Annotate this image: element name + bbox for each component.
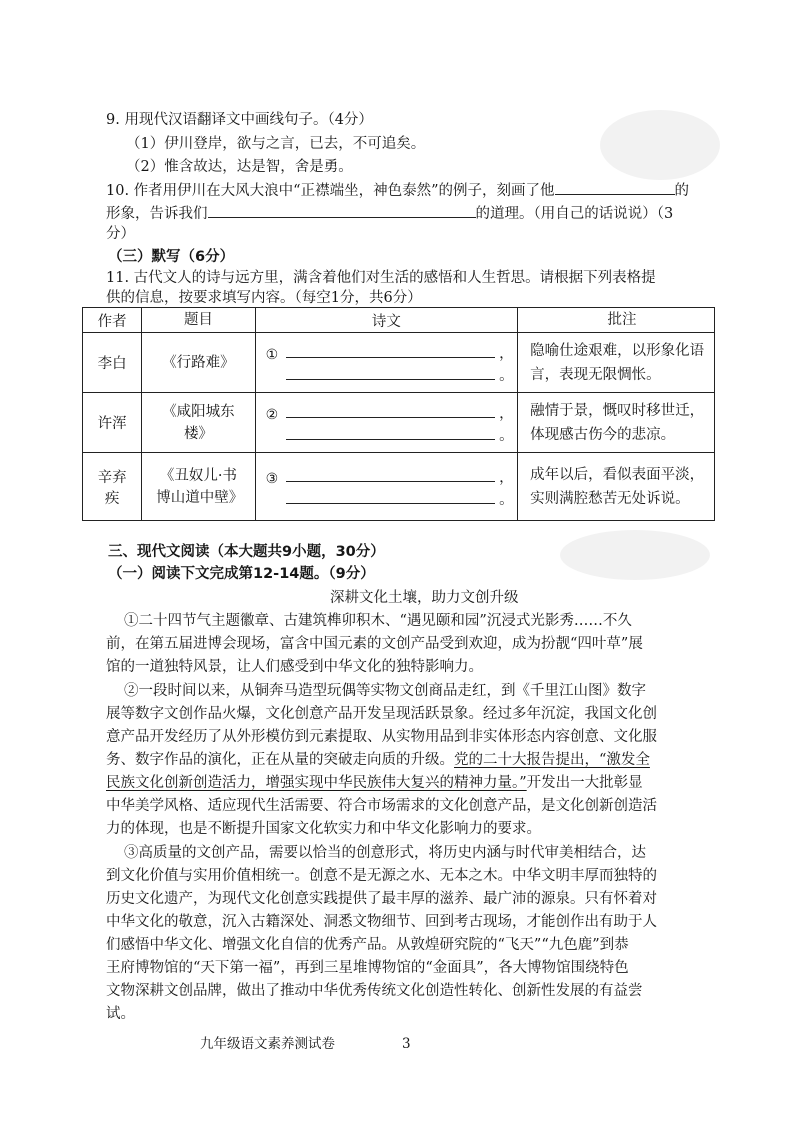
- table-header-row: [83, 308, 715, 333]
- para1-line: 馆的一道独特风景，让人们感受到中华文化的独特影响力。: [106, 659, 483, 675]
- answer-blank[interactable]: [286, 503, 495, 504]
- para3-line: 们感悟中华文化、增强文化自信的优秀产品。从敦煌研究院的“飞天”“九色鹿”到恭: [106, 937, 629, 953]
- answer-punct: 。: [499, 367, 514, 384]
- note-cell: 成年以后，看似表面平淡，实则满腔愁苦无处诉说。: [518, 453, 715, 521]
- para2-line: 中华美学风格、适应现代生活需要、符合市场需求的文化创意产品，是文化创新创造活: [106, 798, 657, 814]
- underlined-quote: 民族文化创新创造活力，增强实现中华民族伟大复兴的精神力量。”: [106, 775, 527, 791]
- q9-item1: （1）伊川登岸，欲与之言，已去，不可追矣。: [126, 136, 426, 152]
- q11-line1: 11. 古代文人的诗与远方里，满含着他们对生活的感悟和人生哲思。请根据下列表格提: [106, 270, 656, 286]
- para2-line: [106, 750, 650, 770]
- header-title: 题目: [142, 308, 255, 333]
- poem-table: [82, 307, 715, 521]
- para2-line: ②一段时间以来，从铜奔马造型玩偶等实物文创商品走红，到《千里江山图》数字: [124, 683, 646, 699]
- para2-line: 展等数字文创作品火爆，文化创意产品开发呈现活跃景象。经过多年沉淀，我国文化创: [106, 706, 657, 722]
- answer-number: ①: [265, 346, 279, 363]
- para2-line: [106, 773, 643, 793]
- q9-item2: （2）惟含故达，达是智，舍是勇。: [126, 159, 353, 175]
- title-cell: 《咸阳城东楼》: [142, 393, 255, 453]
- para2-text: 开发出一大批彰显: [526, 775, 643, 791]
- underlined-quote: 党的二十大报告提出，“激发全: [454, 752, 650, 768]
- page-number: 3: [402, 1036, 411, 1052]
- author-cell: 李白: [83, 333, 142, 393]
- part3-heading: 三、现代文阅读（本大题共9小题，30分）: [108, 544, 385, 560]
- answer-number: ③: [265, 470, 279, 487]
- poem-cell: [255, 333, 517, 393]
- answer-blank[interactable]: [286, 439, 495, 440]
- answer-punct: 。: [499, 491, 514, 508]
- header-author: 作者: [83, 308, 142, 333]
- footer-label: 九年级语文素养测试卷: [200, 1036, 335, 1052]
- author-cell: 许浑: [83, 393, 142, 453]
- answer-blank[interactable]: [286, 379, 495, 380]
- note-cell: 融情于景，慨叹时移世迁，体现感古伤今的悲凉。: [518, 393, 715, 453]
- para1-line: 前，在第五届进博会现场，富含中国元素的文创产品受到欢迎，成为扮靓“四叶草”展: [106, 636, 643, 652]
- q9-stem: 9. 用现代汉语翻译文中画线句子。（4分）: [106, 112, 373, 128]
- q10-line3: 分）: [106, 226, 135, 242]
- para2-line: 意产品开发经历了从外形模仿到元素提取、从实物用品到非实体形态内容创意、文化服: [106, 729, 657, 745]
- article-title: 深耕文化土壤，助力文创升级: [330, 590, 519, 606]
- answer-number: ②: [265, 406, 279, 423]
- table-row: [83, 453, 715, 521]
- scan-smudge: [600, 110, 720, 180]
- note-cell: 隐喻仕途艰难，以形象化语言，表现无限惆怅。: [518, 333, 715, 393]
- answer-punct: ，: [499, 345, 514, 362]
- para3-line: ③高质量的文创产品，需要以恰当的创意形式，将历史内涵与时代审美相结合，达: [124, 845, 646, 861]
- scan-smudge: [560, 530, 710, 580]
- part3-subheading: （一）阅读下文完成第12-14题。（9分）: [108, 566, 375, 582]
- para3-line: 到文化价值与实用价值相统一。创意不是无源之水、无本之木。中华文明丰厚而独特的: [106, 868, 657, 884]
- para3-line: 试。: [106, 1006, 135, 1022]
- q10-blank-1[interactable]: [555, 180, 675, 195]
- q10-line1: [106, 180, 689, 201]
- para1-line: ①二十四节气主题徽章、古建筑榫卯积木、“遇见颐和园”沉浸式光影秀……不久: [124, 613, 632, 629]
- section3-heading: （三）默写（6分）: [108, 249, 235, 265]
- table-row: [83, 333, 715, 393]
- answer-blank[interactable]: [286, 481, 495, 482]
- para2-line: 力的体现，也是不断提升国家文化软实力和中华文化影响力的要求。: [106, 821, 541, 837]
- q10-line2: [106, 203, 673, 224]
- q10-text-b: 的: [674, 183, 689, 199]
- q11-line2: 供的信息，按要求填写内容。（每空1分，共6分）: [106, 290, 422, 306]
- q10-text-c: 形象，告诉我们: [106, 206, 208, 222]
- para3-line: 历史文化遗产，为现代文化创意实践提供了最丰厚的滋养、最广沛的源泉。只有怀着对: [106, 891, 657, 907]
- q10-blank-2[interactable]: [208, 203, 476, 218]
- poem-cell: [255, 453, 517, 521]
- para3-line: 中华文化的敬意，沉入古籍深处、洞悉文物细节、回到考古现场，才能创作出有助于人: [106, 914, 657, 930]
- title-cell: 《行路难》: [142, 333, 255, 393]
- answer-blank[interactable]: [286, 357, 495, 358]
- para3-line: 文物深耕文创品牌，做出了推动中华优秀传统文化创造性转化、创新性发展的有益尝: [106, 983, 643, 999]
- author-cell: 辛弃疾: [83, 453, 142, 521]
- answer-punct: ，: [499, 405, 514, 422]
- answer-punct: 。: [499, 427, 514, 444]
- answer-punct: ，: [499, 469, 514, 486]
- poem-cell: [255, 393, 517, 453]
- title-cell: 《丑奴儿·书博山道中壁》: [142, 453, 255, 521]
- header-poem: 诗文: [255, 308, 517, 333]
- answer-blank[interactable]: [286, 417, 495, 418]
- para3-line: 王府博物馆的“天下第一福”，再到三星堆博物馆的“金面具”，各大博物馆围绕特色: [106, 960, 629, 976]
- table-row: [83, 393, 715, 453]
- para2-text: 务、数字作品的演化，正在从量的突破走向质的升级。: [106, 752, 454, 768]
- q10-text-d: 的道理。（用自己的话说说）（3: [475, 206, 674, 222]
- q10-text-a: 10. 作者用伊川在大风大浪中“正襟端坐，神色泰然”的例子，刻画了他: [106, 183, 555, 199]
- header-note: 批注: [518, 308, 715, 333]
